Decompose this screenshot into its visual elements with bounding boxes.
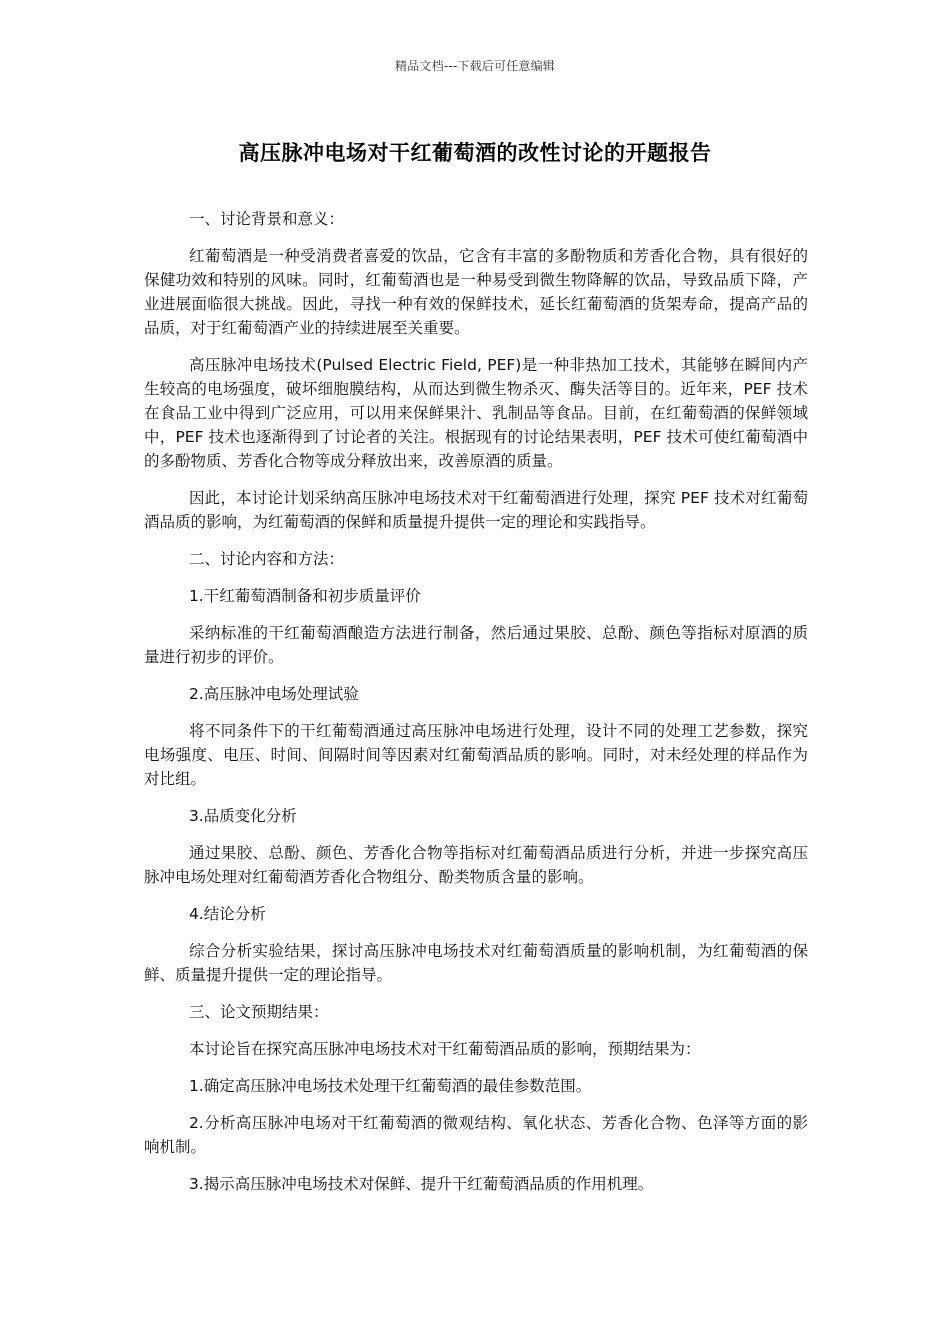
list-item: 1.确定高压脉冲电场技术处理干红葡萄酒的最佳参数范围。 [188,1077,592,1095]
header-note: 精品文档---下载后可任意编辑 [395,59,555,73]
paragraph: 高压脉冲电场技术(Pulsed Electric Field, PEF)是一种非热加工技术，其能够在瞬间内产生较高的电场强度，破坏细胞膜结构，从而达到微生物杀灭、酶失活等目的。近年来，PEF 技术在食品工业中得到广泛应用，可以用来保鲜果汁、乳制品等食品。目前，在红葡萄酒的保鲜领域中，PEF 技术也逐渐得到了讨论者的关注。根据现有的讨论结果表明，PEF 技术可使红葡萄酒中的多酚物质、芳香化合物等成分释放出来，改善原酒的质量。 [144,356,808,470]
paragraph: 采纳标准的干红葡萄酒酿造方法进行制备，然后通过果胶、总酚、颜色等指标对原酒的质量进行初步的评价。 [144,624,808,666]
section-heading-background: 一、讨论背景和意义： [188,210,344,228]
list-item: 3.揭示高压脉冲电场技术对保鲜、提升干红葡萄酒品质的作用机理。 [188,1175,654,1193]
list-item: 2.分析高压脉冲电场对干红葡萄酒的微观结构、氧化状态、芳香化合物、色泽等方面的影响机制。 [144,1114,808,1156]
document-title: 高压脉冲电场对干红葡萄酒的改性讨论的开题报告 [238,141,712,165]
paragraph: 红葡萄酒是一种受消费者喜爱的饮品，它含有丰富的多酚物质和芳香化合物，具有很好的保健功效和特别的风味。同时，红葡萄酒也是一种易受到微生物降解的饮品，导致品质下降，产业进展面临很大挑战。因此，寻找一种有效的保鲜技术，延长红葡萄酒的货架寿命，提高产品的品质，对于红葡萄酒产业的持续进展至关重要。 [144,247,808,337]
paragraph: 综合分析实验结果，探讨高压脉冲电场技术对红葡萄酒质量的影响机制，为红葡萄酒的保鲜、质量提升提供一定的理论指导。 [144,942,808,984]
subheading: 4.结论分析 [188,905,266,923]
paragraph: 通过果胶、总酚、颜色、芳香化合物等指标对红葡萄酒品质进行分析，并进一步探究高压脉冲电场处理对红葡萄酒芳香化合物组分、酚类物质含量的影响。 [144,844,808,886]
paragraph: 本讨论旨在探究高压脉冲电场技术对干红葡萄酒品质的影响，预期结果为： [188,1040,701,1058]
section-heading-expected-results: 三、论文预期结果： [188,1003,329,1021]
subheading: 3.品质变化分析 [188,807,297,825]
paragraph: 因此，本讨论计划采纳高压脉冲电场技术对干红葡萄酒进行处理，探究 PEF 技术对红葡萄酒品质的影响，为红葡萄酒的保鲜和质量提升提供一定的理论和实践指导。 [144,489,808,531]
subheading: 1.干红葡萄酒制备和初步质量评价 [188,587,421,605]
section-heading-methods: 二、讨论内容和方法： [188,550,344,568]
paragraph: 将不同条件下的干红葡萄酒通过高压脉冲电场进行处理，设计不同的处理工艺参数，探究电场强度、电压、时间、间隔时间等因素对红葡萄酒品质的影响。同时，对未经处理的样品作为对比组。 [144,722,808,788]
document-body [144,207,808,1209]
subheading: 2.高压脉冲电场处理试验 [188,685,359,703]
